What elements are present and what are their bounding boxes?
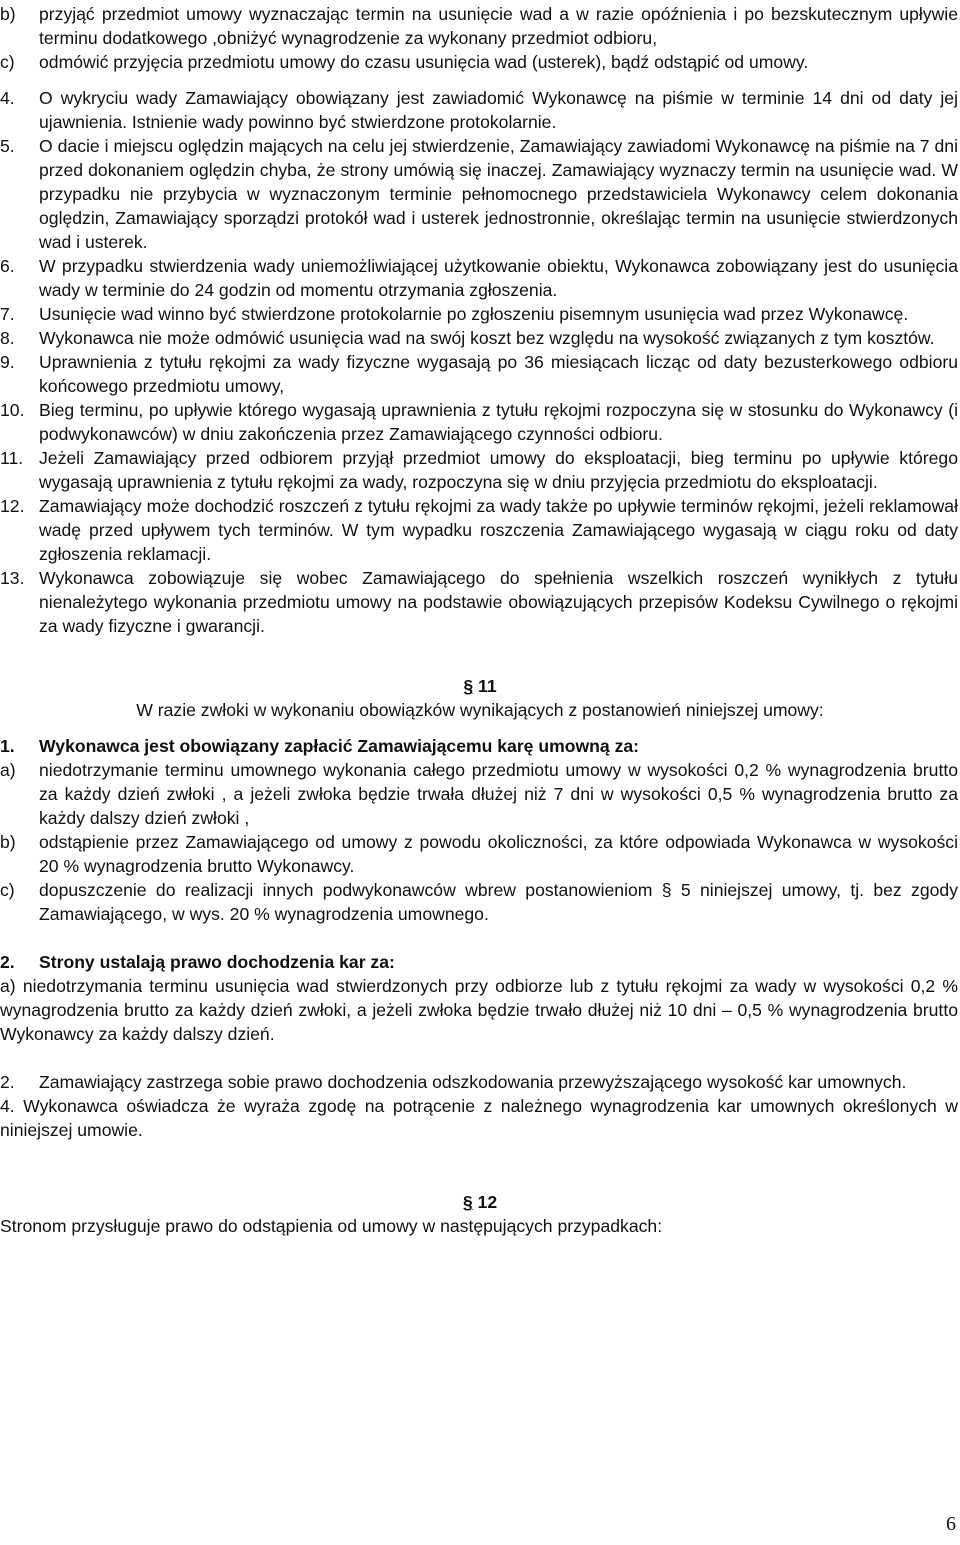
- item-text: Wykonawca zobowiązuje się wobec Zamawiającego do spełnienia wszelkich roszczeń wynikłych z tytułu nienależytego wykonania przedmiotu umowy na podstawie obowiązujących przepisów Kodeksu Cywilnego o rękojmi za wady fizyczne i gwarancji.: [39, 568, 958, 636]
- section-intro: Stronom przysługuje prawo do odstąpienia od umowy w następujących przypadkach:: [0, 1216, 663, 1236]
- item-label: 4.: [0, 88, 15, 108]
- item-label: c): [0, 52, 15, 72]
- item-label: 10.: [0, 400, 25, 420]
- item-text: O dacie i miejscu oględzin mających na celu jej stwierdzenie, Zamawiający zawiadomi Wykonawcę na piśmie na 7 dni przed dokonaniem oględzin chyba, że strony umówią się inaczej. Zamawiający wyznaczy termin na usunięcie wad. W przypadku nie przybycia w wyznaczonym terminie pełnomocnego przedstawiciela Wykonawcy celem dokonania oględzin, Zamawiający sporządzi protokół wad i usterek jednostronnie, określając termin na usunięcie stwierdzonych wad i usterek.: [39, 136, 958, 252]
- item-text: Zamawiający zastrzega sobie prawo dochodzenia odszkodowania przewyższającego wysokość kar umownych.: [39, 1072, 907, 1092]
- point-heading: [0, 734, 960, 758]
- list-item: [0, 878, 960, 926]
- item-text: przyjąć przedmiot umowy wyznaczając termin na usunięcie wad a w razie opóźnienia i po bezskutecznym upływie terminu dodatkowego ,obniżyć wynagrodzenie za wykonany przedmiot odbioru,: [39, 4, 958, 48]
- item-text: Zamawiający może dochodzić roszczeń z tytułu rękojmi za wady także po upływie terminów rękojmi, jeżeli reklamował wadę przed upływem tych terminów. W tym wypadku roszczenia Zamawiającego wygasają w ciągu roku od daty zgłoszenia reklamacji.: [39, 496, 958, 564]
- item-label: a): [0, 760, 16, 780]
- item-text: Uprawnienia z tytułu rękojmi za wady fizyczne wygasają po 36 miesiącach licząc od daty bezusterkowego odbioru końcowego przedmiotu umowy,: [39, 352, 958, 396]
- item-text: W przypadku stwierdzenia wady uniemożliwiającej użytkowanie obiektu, Wykonawca zobowiązany jest do usunięcia wady w terminie do 24 godzin od momentu otrzymania zgłoszenia.: [39, 256, 958, 300]
- item-text: Strony ustalają prawo dochodzenia kar za:: [39, 952, 395, 972]
- page-number: 6: [946, 1513, 956, 1535]
- section-heading: [0, 674, 960, 698]
- list-item: [0, 398, 960, 446]
- list-item: [0, 494, 960, 566]
- list-item: [0, 254, 960, 302]
- spacer: [0, 722, 960, 734]
- item-label: c): [0, 880, 15, 900]
- list-item: [0, 830, 960, 878]
- item-text: O wykryciu wady Zamawiający obowiązany jest zawiadomić Wykonawcę na piśmie w terminie 14 dni od daty jej ujawnienia. Istnienie wady powinno być stwierdzone protokolarnie.: [39, 88, 958, 132]
- item-text: dopuszczenie do realizacji innych podwykonawców wbrew postanowieniom § 5 niniejszej umowy, tj. bez zgody Zamawiającego, w wys. 20 % wynagrodzenia umownego.: [39, 880, 958, 924]
- item-label: 9.: [0, 352, 15, 372]
- list-item: [0, 1070, 960, 1094]
- spacer: [0, 74, 960, 86]
- list-item: [0, 302, 960, 326]
- item-label: 2.: [0, 1072, 15, 1092]
- item-text: odmówić przyjęcia przedmiotu umowy do czasu usunięcia wad (usterek), bądź odstąpić od umowy.: [39, 52, 809, 72]
- section-intro: W razie zwłoki w wykonaniu obowiązków wynikających z postanowień niniejszej umowy:: [136, 700, 824, 720]
- item-label: 8.: [0, 328, 15, 348]
- paragraph-symbol: §: [462, 1192, 473, 1212]
- list-item: [0, 50, 960, 74]
- list-item: [0, 326, 960, 350]
- item-text: Bieg terminu, po upływie którego wygasają uprawnienia z tytułu rękojmi rozpoczyna się w stosunku do Wykonawcy (i podwykonawców) w dniu zakończenia przez Zamawiającego czynności odbioru.: [39, 400, 958, 444]
- item-label: 1.: [0, 736, 15, 756]
- paragraph-symbol: §: [463, 676, 474, 696]
- item-text: Usunięcie wad winno być stwierdzone protokolarnie po zgłoszeniu pisemnym usunięcia wad przez Wykonawcę.: [39, 304, 909, 324]
- document-page: [0, 2, 960, 1238]
- list-item: [0, 758, 960, 830]
- item-label: 7.: [0, 304, 15, 324]
- item-label: 11.: [0, 448, 24, 468]
- item-label: 5.: [0, 136, 15, 156]
- item-label: 12.: [0, 496, 25, 516]
- item-text: Jeżeli Zamawiający przed odbiorem przyjął przedmiot umowy do eksploatacji, bieg terminu po upływie którego wygasają uprawnienia z tytułu rękojmi za wady, rozpoczyna się w dniu przyjęcia przedmiotu do eksploatacji.: [39, 448, 958, 492]
- spacer: [0, 638, 960, 674]
- item-label: 6.: [0, 256, 15, 276]
- paragraph: 4. Wykonawca oświadcza że wyraża zgodę na potrącenie z należnego wynagrodzenia kar umownych określonych w niniejszej umowie.: [0, 1096, 958, 1140]
- spacer: [0, 1178, 960, 1190]
- spacer: [0, 1142, 960, 1178]
- item-label: 2.: [0, 952, 15, 972]
- list-item: [0, 446, 960, 494]
- item-text: Wykonawca nie może odmówić usunięcia wad na swój koszt bez względu na wysokość związanych z tym kosztów.: [39, 328, 935, 348]
- spacer: [0, 1046, 960, 1070]
- item-text: odstąpienie przez Zamawiającego od umowy z powodu okoliczności, za które odpowiada Wykonawca w wysokości 20 % wynagrodzenia brutto Wykonawcy.: [39, 832, 958, 876]
- spacer: [0, 926, 960, 950]
- item-label: b): [0, 832, 16, 852]
- item-text: niedotrzymanie terminu umownego wykonania całego przedmiotu umowy w wysokości 0,2 % wynagrodzenia brutto za każdy dzień zwłoki , a jeżeli zwłoka będzie trwała dłużej niż 7 dni w wysokości 0,5 % wynagrodzenia brutto za każdy dalszy dzień zwłoki ,: [39, 760, 958, 828]
- list-item: [0, 350, 960, 398]
- point-heading: [0, 950, 960, 974]
- list-item: [0, 2, 960, 50]
- item-label: b): [0, 4, 16, 24]
- paragraph: a) niedotrzymania terminu usunięcia wad stwierdzonych przy odbiorze lub z tytułu rękojmi za wady w wysokości 0,2 % wynagrodzenia brutto za każdy dzień zwłoki, a jeżeli zwłoka będzie trwało dłużej niż 10 dni – 0,5 % wynagrodzenia brutto Wykonawcy za każdy dalszy dzień.: [0, 976, 958, 1044]
- item-label: 13.: [0, 568, 25, 588]
- item-text: Wykonawca jest obowiązany zapłacić Zamawiającemu karę umowną za:: [39, 736, 640, 756]
- section-number: 11: [478, 676, 497, 696]
- list-item: [0, 566, 960, 638]
- section-heading: [0, 1190, 960, 1214]
- list-item: [0, 134, 960, 254]
- list-item: [0, 86, 960, 134]
- section-number: 12: [477, 1192, 498, 1212]
